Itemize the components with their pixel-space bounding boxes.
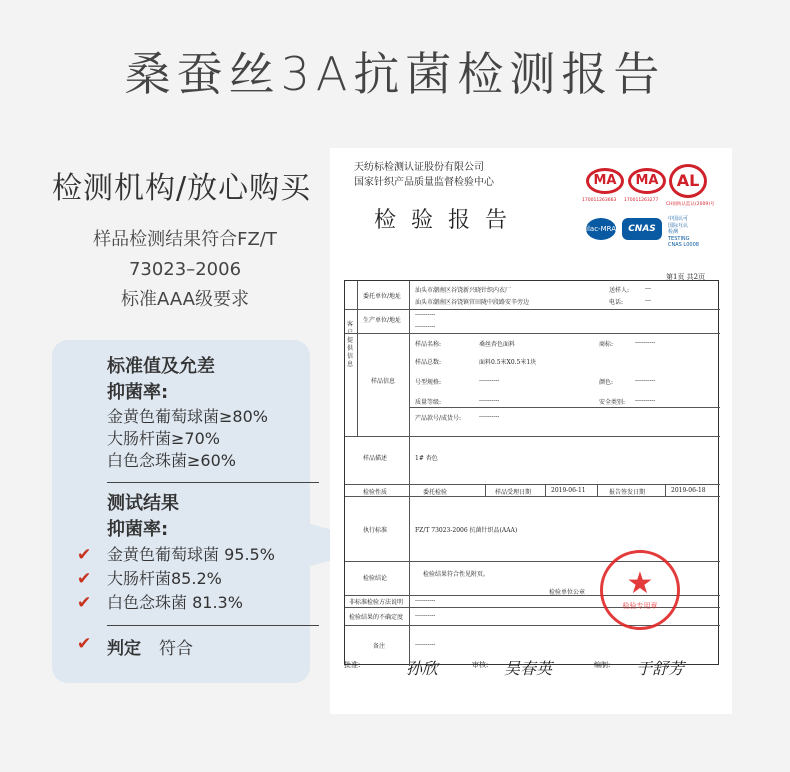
client-value: 汕头市潮南区谷饶新兴晓针织内衣厂 [415, 287, 512, 294]
table-row [345, 496, 720, 497]
recv-value: 2019-06-11 [551, 487, 586, 494]
table-line [357, 281, 358, 436]
model-label: 号型规格: [415, 379, 442, 386]
approve-label: 批准: [344, 661, 361, 669]
name-value: 桑丝杏色面料 [479, 341, 516, 348]
table-line [545, 484, 546, 496]
desc-line: 73023–2006 [128, 259, 242, 280]
lab-line: 检测 [668, 229, 679, 235]
phone-label: 电话: [609, 299, 624, 306]
grade-value: ---------- [479, 397, 500, 404]
client-value: 汕头市潮南区谷饶镇官田陇中段路安辛旁边 [415, 299, 530, 306]
ma-logo: MA [628, 168, 666, 194]
check-icon: ✔ [77, 569, 92, 589]
nonstd-label: 非标准检验方法说明 [349, 599, 404, 606]
result-item [77, 567, 310, 591]
issue-label: 报告签发日期 [609, 489, 646, 496]
doc-center: 国家针织产品质量监督检验中心 [354, 177, 494, 188]
lab-line: CNAS L0008 [668, 242, 699, 248]
judgement [77, 634, 310, 659]
std-header: 标准值及允差 [107, 356, 215, 377]
result-text: 大肠杆菌85.2% [107, 569, 222, 588]
model-value: ---------- [479, 377, 500, 384]
ilac-logo: ilac-MRA [586, 218, 616, 240]
code-value: ---------- [479, 413, 500, 420]
result-text: 白色念珠菌 81.3% [107, 593, 243, 612]
cal-logo: AL [669, 164, 707, 198]
desc-label: 样品描述 [363, 455, 388, 462]
stamp-text: 检验专用章 [622, 602, 658, 610]
doc-title: 检 验 报 告 [374, 208, 511, 233]
color-label: 颜色: [599, 379, 614, 386]
lab-info [668, 216, 699, 249]
brand-value: ---------- [635, 339, 656, 346]
check-icon: ✔ [77, 593, 92, 613]
judge-value: 符合 [159, 639, 193, 659]
report-document [330, 148, 732, 714]
table-row [345, 625, 720, 626]
ma-logo: MA [586, 168, 624, 194]
table-row [345, 333, 720, 334]
table-row [345, 309, 720, 310]
page-title: 桑蚕丝3A抗菌检测报告 [124, 47, 666, 101]
phone-value: --- [645, 297, 652, 304]
brand-label: 商标: [599, 341, 614, 348]
client-label: 委托单位/地址 [363, 293, 402, 300]
prod-value: ---------- [415, 311, 436, 318]
check-icon: ✔ [77, 545, 92, 565]
note-value: ---------- [415, 641, 436, 648]
page-number: 第1页 共2页 [666, 273, 706, 281]
check-icon: ✔ [77, 634, 92, 654]
note-label: 备注 [373, 643, 386, 650]
inspection-seal [600, 550, 680, 630]
safety-value: ---------- [635, 397, 656, 404]
uncertain-label: 检验结果的不确定度 [349, 614, 404, 621]
sender-value: --- [645, 285, 652, 292]
desc-value: 1# 杏色 [415, 455, 438, 462]
desc-line: 标准AAA级要求 [121, 289, 249, 310]
reviewer-signature: 吴春英 [504, 659, 553, 678]
qty-value: 面料0.5米X0.5米1块 [479, 359, 537, 366]
sample-info-label: 样品信息 [371, 378, 396, 385]
table-row [409, 407, 720, 408]
editor-signature: 于舒芳 [636, 659, 685, 678]
std-sub: 抑菌率: [107, 382, 169, 403]
type-value: 委托检验 [423, 489, 448, 496]
grade-label: 质量等级: [415, 399, 442, 406]
prod-value: ---------- [415, 323, 436, 330]
std-value: FZ/T 73023-2006 抗菌针织品(AAA) [415, 527, 518, 534]
code-label: 产品款号/成货号: [415, 415, 462, 422]
recv-label: 样品受理日期 [495, 489, 532, 496]
ma-number: 170011263663 [582, 198, 617, 203]
table-row [345, 484, 720, 485]
std-label: 执行标准 [363, 527, 388, 534]
approver-signature: 孙欣 [406, 659, 439, 678]
lab-line: TESTING [668, 235, 690, 242]
nonstd-value: ---------- [415, 597, 436, 604]
desc-line: 样品检测结果符合FZ/T [93, 229, 277, 250]
result-item [77, 543, 310, 567]
sender-label: 送样人: [609, 287, 630, 294]
qty-label: 样品总数: [415, 359, 442, 366]
result-item [77, 591, 310, 615]
cal-number: CH国纺认监认(2009)号 [666, 202, 715, 207]
issue-value: 2019-06-18 [671, 487, 706, 494]
review-label: 审核: [472, 661, 489, 669]
cnas-logo: CNAS [622, 218, 662, 240]
divider [107, 482, 319, 483]
description [60, 225, 310, 315]
table-line [665, 484, 666, 496]
std-item: 大肠杆菌≥70% [107, 429, 220, 448]
lab-line: 国际互认 [668, 222, 689, 229]
lab-line: 中国认可 [668, 216, 689, 222]
side-label: 客户提供信息 [347, 321, 354, 368]
table-line [409, 281, 410, 666]
doc-company: 天纺标检测认证股份有限公司 [354, 162, 484, 173]
prod-label: 生产单位/地址 [363, 317, 402, 324]
std-item: 金黄色葡萄球菌≥80% [107, 407, 268, 426]
std-item: 白色念珠菌≥60% [107, 451, 236, 470]
concl-value: 检验结果符合性见附页。 [423, 571, 490, 578]
results-panel [52, 340, 310, 683]
org-title: 检测机构/放心购买 [52, 171, 312, 206]
star-icon: ★ [626, 566, 654, 601]
edit-label: 编制: [594, 661, 611, 669]
table-row [345, 436, 720, 437]
seal-text: 检验单位公章 [549, 589, 586, 596]
name-label: 样品名称: [415, 341, 442, 348]
res-sub: 抑菌率: [107, 519, 169, 540]
table-line [597, 484, 598, 496]
judge-label: 判定 [107, 639, 141, 659]
divider [107, 625, 319, 626]
ma-number: 170011263277 [624, 198, 659, 203]
concl-label: 检验结论 [363, 575, 388, 582]
result-text: 金黄色葡萄球菌 95.5% [107, 545, 275, 564]
uncertain-value: ---------- [415, 612, 436, 619]
safety-label: 安全类别: [599, 399, 626, 406]
table-line [485, 484, 486, 496]
color-value: ---------- [635, 377, 656, 384]
res-header: 测试结果 [107, 493, 179, 514]
type-label: 检验性质 [363, 489, 388, 496]
